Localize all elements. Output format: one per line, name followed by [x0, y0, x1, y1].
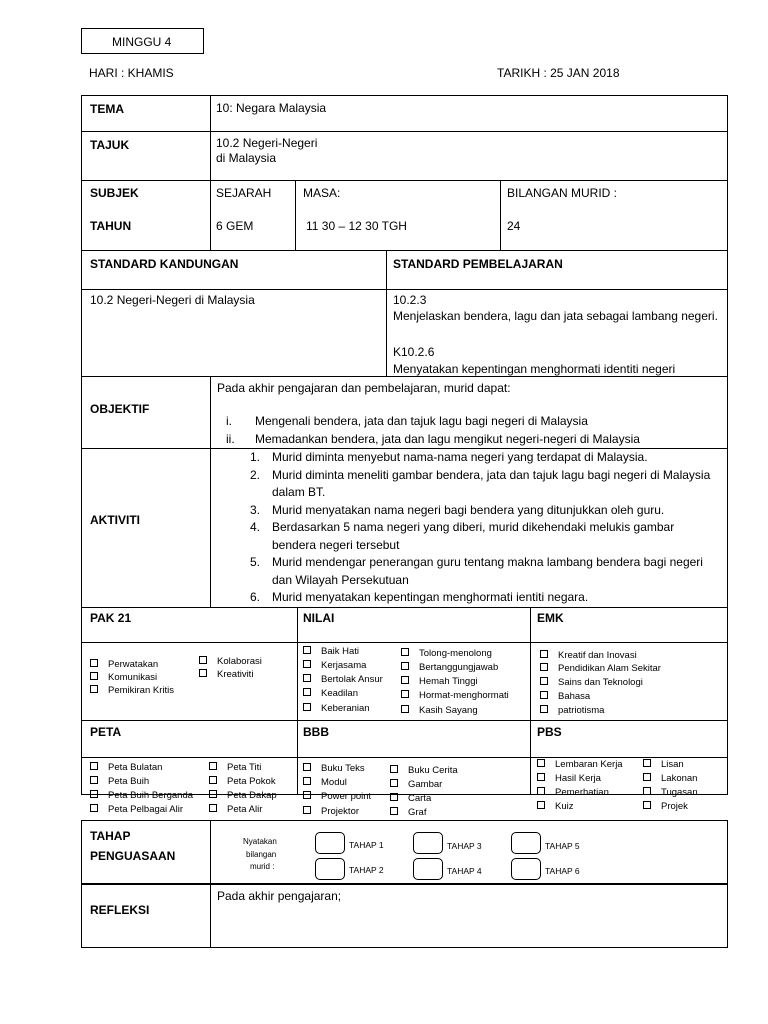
table-divider: [210, 884, 211, 948]
objektif-item: Memadankan bendera, jata dan lagu mengikut negeri-negeri di Malaysia: [255, 432, 640, 446]
bilangan-murid-value: 24: [507, 219, 521, 233]
table-divider: [210, 820, 211, 884]
tahap-2-label: TAHAP 2: [349, 865, 384, 875]
table-divider: [210, 376, 211, 607]
tahap-4-input[interactable]: [413, 858, 443, 880]
peta-checkbox[interactable]: Peta Pelbagai Alir: [90, 804, 183, 816]
table-divider: [386, 250, 387, 376]
nilai-checkbox[interactable]: Hemah Tinggi: [401, 676, 478, 688]
pak21-checkbox[interactable]: Pemikiran Kritis: [90, 685, 174, 697]
tahap-note-line1: Nyatakan: [243, 837, 277, 846]
standard-kandungan-value: 10.2 Negeri-Negeri di Malaysia: [90, 293, 255, 307]
pbs-checkbox[interactable]: Hasil Kerja: [537, 773, 601, 785]
nilai-checkbox[interactable]: Kasih Sayang: [401, 705, 478, 717]
bbb-checkbox[interactable]: Buku Teks: [303, 763, 365, 775]
pbs-checkbox[interactable]: Pemerhatian: [537, 787, 609, 799]
tajuk-label: TAJUK: [90, 138, 130, 152]
emk-checkbox[interactable]: patriotisma: [540, 705, 604, 717]
peta-checkbox[interactable]: Peta Titi: [209, 762, 261, 774]
table-divider: [500, 180, 501, 250]
table-divider: [81, 131, 728, 132]
table-divider: [81, 757, 728, 758]
tahun-label: TAHUN: [90, 219, 132, 233]
nilai-checkbox[interactable]: Bertolak Ansur: [303, 674, 383, 686]
nilai-checkbox[interactable]: Baik Hati: [303, 646, 359, 658]
table-divider: [81, 250, 728, 251]
table-divider: [210, 95, 211, 250]
table-divider: [81, 642, 728, 643]
peta-checkbox[interactable]: Peta Pokok: [209, 776, 276, 788]
date-label: TARIKH : 25 JAN 2018: [497, 66, 620, 80]
tahap-5-label: TAHAP 5: [545, 841, 580, 851]
pak21-label: PAK 21: [90, 611, 132, 625]
pbs-checkbox[interactable]: Lembaran Kerja: [537, 759, 623, 771]
peta-checkbox[interactable]: Peta Bulatan: [90, 762, 162, 774]
emk-checkbox[interactable]: Kreatif dan Inovasi: [540, 650, 637, 662]
tahap-3-input[interactable]: [413, 832, 443, 854]
table-divider: [295, 180, 296, 250]
emk-checkbox[interactable]: Sains dan Teknologi: [540, 677, 643, 689]
nilai-checkbox[interactable]: Hormat-menghormati: [401, 690, 509, 702]
table-divider: [81, 376, 728, 377]
nilai-checkbox[interactable]: Keadilan: [303, 688, 358, 700]
objektif-label: OBJEKTIF: [90, 402, 150, 416]
standard-text-1: Menjelaskan bendera, lagu dan jata sebagai lambang negeri.: [393, 309, 718, 323]
nilai-checkbox[interactable]: Keberanian: [303, 703, 370, 715]
tajuk-value-line1: 10.2 Negeri-Negeri: [216, 136, 318, 150]
week-label: MINGGU 4: [112, 35, 172, 49]
masa-value: 11 30 – 12 30 TGH: [306, 219, 407, 233]
bbb-checkbox[interactable]: Projektor: [303, 806, 359, 818]
refleksi-section: [81, 884, 728, 948]
nilai-checkbox[interactable]: Tolong-menolong: [401, 648, 492, 660]
peta-checkbox[interactable]: Peta Alir: [209, 804, 262, 816]
subjek-value: SEJARAH: [216, 186, 272, 200]
masa-label: MASA:: [303, 186, 341, 200]
aktiviti-item: 5. Murid mendengar penerangan guru tentang makna lambang bendera bagi negeri dan Wilayah Persekutuan: [250, 555, 703, 587]
pbs-checkbox[interactable]: Tugasan: [643, 787, 698, 799]
standard-code-2: K10.2.6: [393, 345, 435, 359]
pak21-checkbox[interactable]: Kolaborasi: [199, 656, 262, 668]
table-divider: [81, 289, 728, 290]
objektif-item-num: i.: [226, 414, 232, 428]
peta-checkbox[interactable]: Peta Dakap: [209, 790, 277, 802]
tahap-5-input[interactable]: [511, 832, 541, 854]
tahap-6-input[interactable]: [511, 858, 541, 880]
pak21-checkbox[interactable]: Perwatakan: [90, 659, 158, 671]
aktiviti-item: 6. Murid menyatakan kepentingan menghormati ientiti negara.: [250, 590, 589, 604]
pak21-checkbox[interactable]: Komunikasi: [90, 672, 157, 684]
tema-value: 10: Negara Malaysia: [216, 101, 327, 115]
tahap-label-line1: TAHAP: [90, 829, 131, 843]
bbb-checkbox[interactable]: Buku Cerita: [390, 765, 458, 777]
refleksi-label: REFLEKSI: [90, 903, 150, 917]
objektif-item-num: ii.: [226, 432, 235, 446]
tahun-value: 6 GEM: [216, 219, 254, 233]
refleksi-text: Pada akhir pengajaran;: [217, 889, 342, 903]
tema-label: TEMA: [90, 102, 124, 116]
tahap-note-line2: bilangan: [246, 850, 277, 859]
tahap-4-label: TAHAP 4: [447, 866, 482, 876]
nilai-checkbox[interactable]: Kerjasama: [303, 660, 366, 672]
nilai-label: NILAI: [303, 611, 335, 625]
bbb-label: BBB: [303, 725, 329, 739]
standard-code-1: 10.2.3: [393, 293, 427, 307]
day-label: HARI : KHAMIS: [89, 66, 174, 80]
bbb-checkbox[interactable]: Gambar: [390, 779, 442, 791]
pbs-checkbox[interactable]: Lakonan: [643, 773, 697, 785]
emk-checkbox[interactable]: Pendidikan Alam Sekitar: [540, 663, 661, 675]
subjek-label: SUBJEK: [90, 186, 139, 200]
aktiviti-label: AKTIVITI: [90, 513, 140, 527]
bbb-checkbox[interactable]: Carta: [390, 793, 431, 805]
aktiviti-item: 1. Murid diminta menyebut nama-nama negeri yang terdapat di Malaysia.: [250, 450, 648, 464]
objektif-intro: Pada akhir pengajaran dan pembelajaran, murid dapat:: [217, 381, 511, 395]
tahap-3-label: TAHAP 3: [447, 841, 482, 851]
table-divider: [81, 607, 728, 608]
peta-label: PETA: [90, 725, 122, 739]
emk-label: EMK: [537, 611, 564, 625]
bbb-checkbox[interactable]: Modul: [303, 777, 347, 789]
peta-checkbox[interactable]: Peta Buih: [90, 776, 149, 788]
nilai-checkbox[interactable]: Bertanggungjawab: [401, 662, 498, 674]
pbs-checkbox[interactable]: Projek: [643, 801, 688, 813]
bbb-checkbox[interactable]: Power point: [303, 791, 371, 803]
aktiviti-list: [212, 449, 717, 607]
tahap-1-input[interactable]: [315, 832, 345, 854]
standard-kandungan-label: STANDARD KANDUNGAN: [90, 257, 239, 271]
standard-text-2: Menyatakan kepentingan menghormati identiti negeri: [393, 362, 676, 376]
aktiviti-item: 4. Berdasarkan 5 nama negeri yang diberi, murid dikehendaki melukis gambar bendera negeri tersebut: [250, 520, 675, 552]
aktiviti-item: 3. Murid menyatakan nama negeri bagi bendera yang ditunjukkan oleh guru.: [250, 502, 665, 517]
table-divider: [81, 180, 728, 181]
pbs-checkbox[interactable]: Lisan: [643, 759, 684, 771]
objektif-item: Mengenali bendera, jata dan tajuk lagu bagi negeri di Malaysia: [255, 414, 588, 428]
tahap-6-label: TAHAP 6: [545, 866, 580, 876]
pak21-checkbox[interactable]: Kreativiti: [199, 669, 253, 681]
tahap-1-label: TAHAP 1: [349, 840, 384, 850]
tahap-section: [81, 820, 728, 884]
table-divider: [530, 607, 531, 795]
table-divider: [81, 720, 728, 721]
bilangan-murid-label: BILANGAN MURID :: [507, 186, 618, 200]
pbs-checkbox[interactable]: Kuiz: [537, 801, 573, 813]
bbb-checkbox[interactable]: Graf: [390, 807, 426, 819]
pbs-label: PBS: [537, 725, 562, 739]
aktiviti-item: 2. Murid diminta meneliti gambar bendera, jata dan tajuk lagu bagi negeri di Malaysia dalam BT.: [250, 467, 711, 499]
table-divider: [297, 607, 298, 795]
standard-pembelajaran-label: STANDARD PEMBELAJARAN: [393, 257, 563, 271]
tahap-note-line3: murid :: [250, 862, 275, 871]
emk-checkbox[interactable]: Bahasa: [540, 691, 590, 703]
tajuk-value-line2: di Malaysia: [216, 151, 277, 165]
tahap-label-line2: PENGUASAAN: [90, 849, 176, 863]
peta-checkbox[interactable]: Peta Buih Berganda: [90, 790, 193, 802]
tahap-2-input[interactable]: [315, 858, 345, 880]
